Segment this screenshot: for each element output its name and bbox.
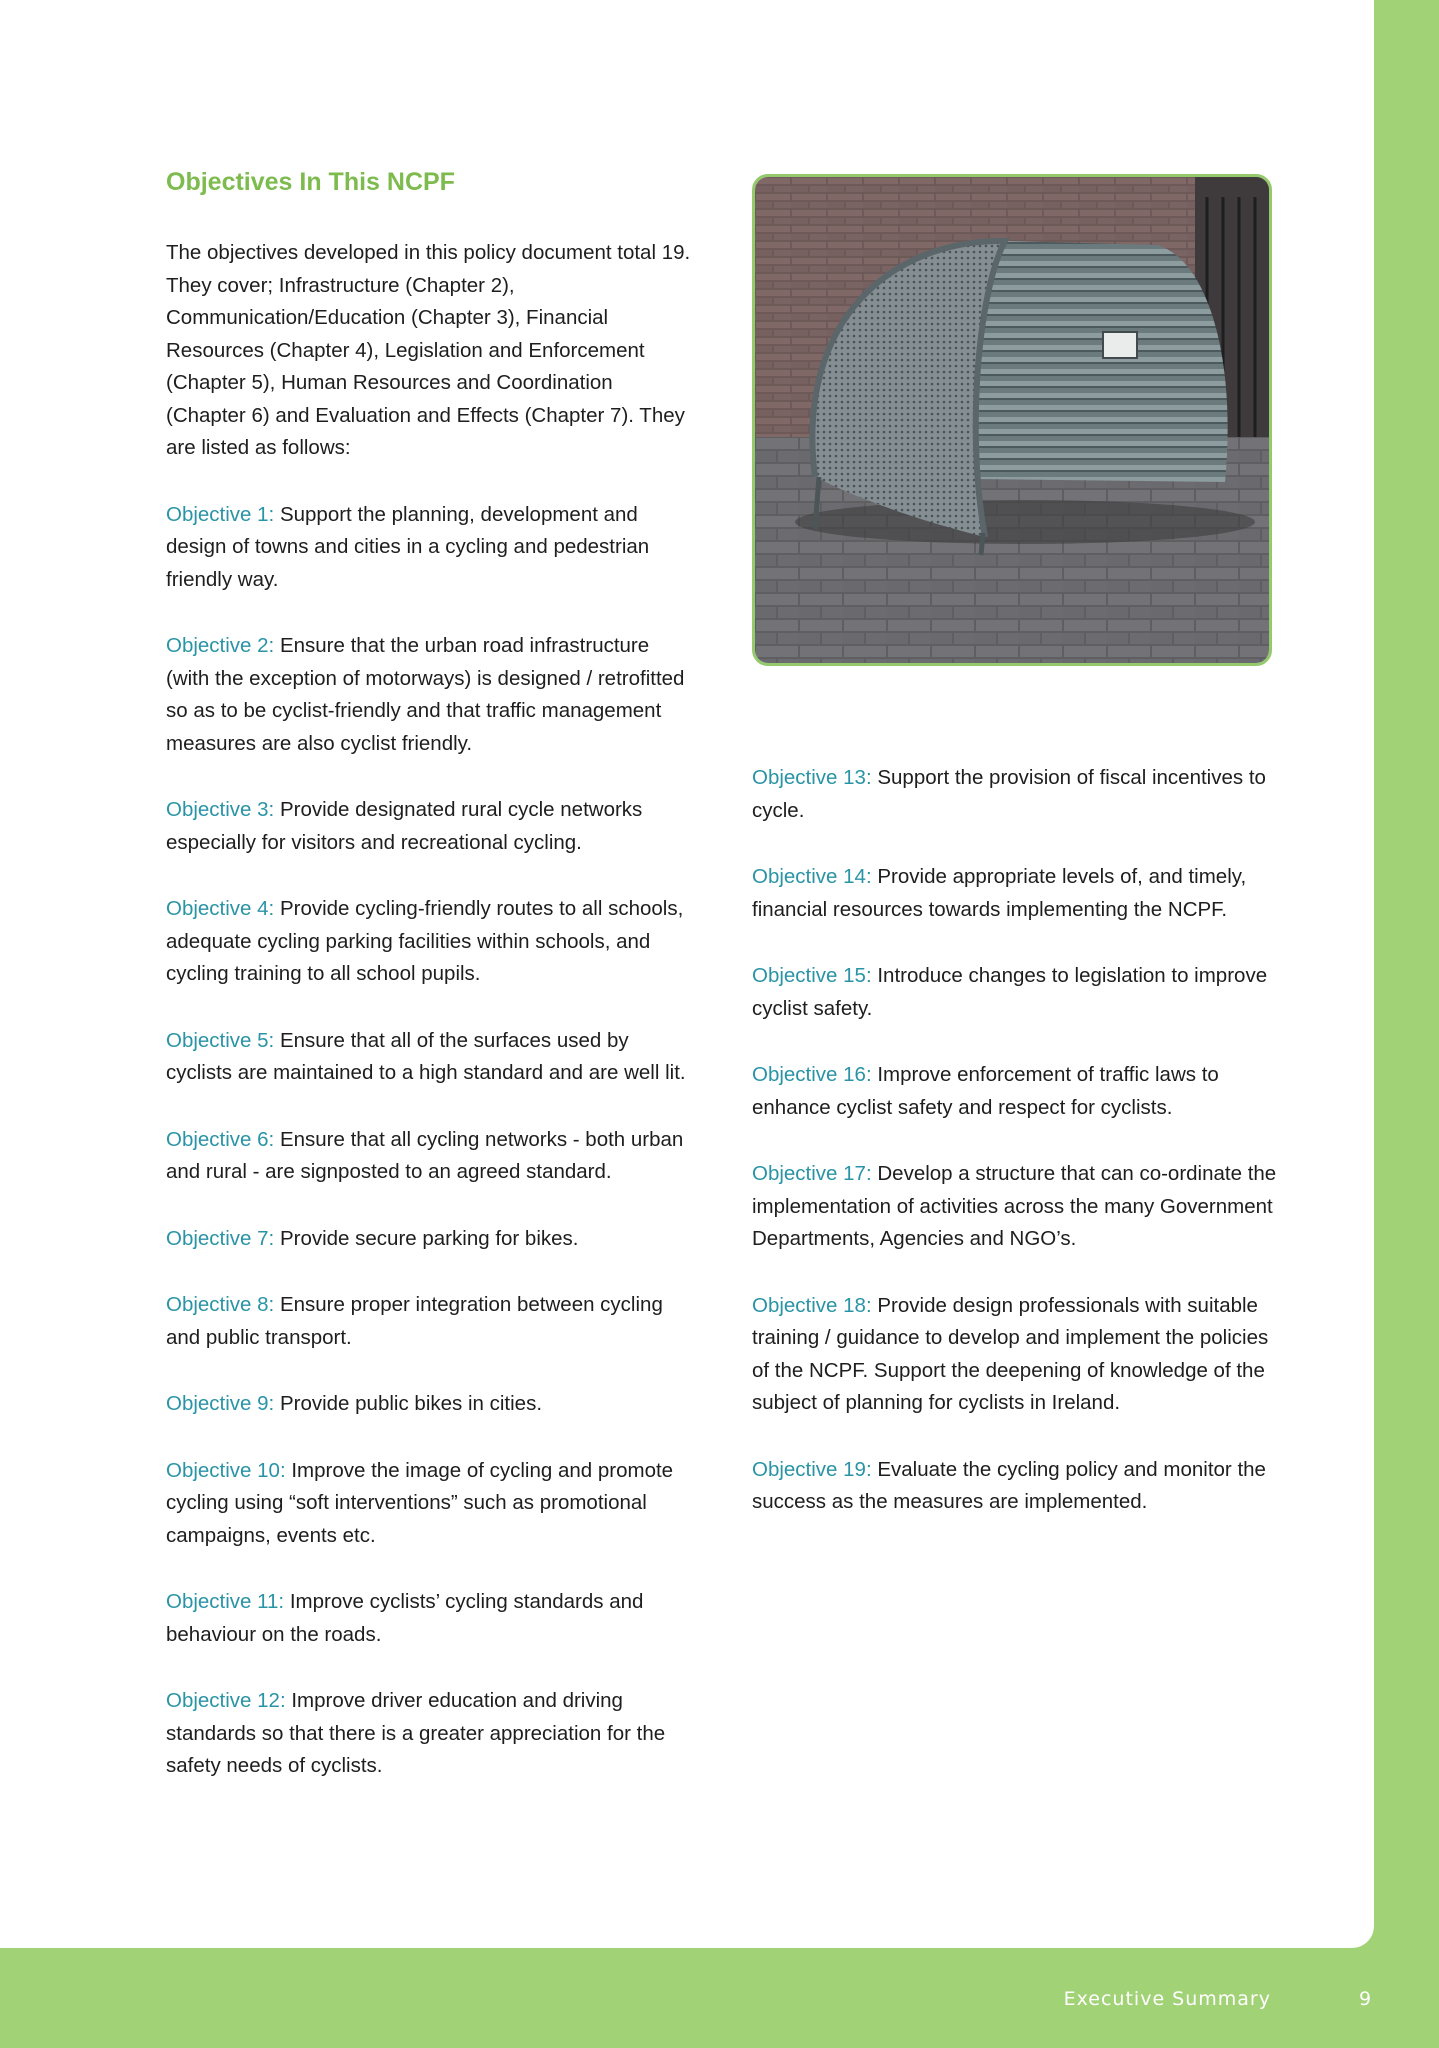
objectives-list-left [166,499,691,1783]
intro-paragraph: The objectives developed in this policy document total 19. They cover; Infrastructure (Chapter 2), Communication/Education (Chapter 3), Financial Resources (Chapter 4), Legislation and Enforcement (Chapter 5), Human Resources and Coordination (Chapter 6) and Evaluation and Effects (Chapter 7). They are listed as follows: [166,241,691,459]
objective-text: Support the planning, development and design of towns and cities in a cycling and pedestrian friendly way. [166,502,650,591]
bike-locker-photo [752,174,1272,666]
objective-label: Objective 1: [166,502,275,526]
objective-item [166,1685,691,1783]
objective-item [166,499,691,597]
objective-label: Objective 12: [166,1689,286,1712]
objective-item [752,1059,1282,1124]
objective-label: Objective 3: [166,798,275,821]
objective-item [166,1388,691,1421]
objective-item [752,1454,1282,1519]
objective-item [166,794,691,859]
right-column [752,762,1282,1553]
objective-label: Objective 16: [752,1063,872,1086]
objective-label: Objective 6: [166,1127,275,1151]
objective-label: Objective 14: [752,865,872,888]
objective-text: Provide cycling-friendly routes to all schools, adequate cycling parking facilities within schools, and cycling training to all school pupils. [166,897,684,985]
page-footer [0,1948,1439,2048]
objective-item [752,762,1282,827]
objective-item [752,960,1282,1025]
objective-item [166,630,691,760]
objective-text: Ensure that all cycling networks - both urban and rural - are signposted to an agreed standard. [166,1127,684,1183]
footer-section-title: Executive Summary [1063,1988,1271,2010]
objective-label: Objective 18: [752,1293,872,1317]
objective-text: Ensure proper integration between cycling and public transport. [166,1293,663,1349]
objective-label: Objective 15: [752,964,872,987]
objective-text: Introduce changes to legislation to improve cyclist safety. [752,964,1268,1020]
objective-label: Objective 9: [166,1392,275,1415]
objective-item [166,1586,691,1651]
objective-item [166,1223,691,1256]
objective-label: Objective 4: [166,897,275,920]
objective-text: Improve cyclists’ cycling standards and behaviour on the roads. [166,1590,644,1646]
objective-label: Objective 10: [166,1458,286,1482]
section-heading: Objectives In This NCPF [166,168,455,196]
objective-item [166,1289,691,1354]
objective-item [752,861,1282,926]
objective-text: Provide design professionals with suitable training / guidance to develop and implement the policies of the NCPF. Support the deepening of knowledge of the subject of planning for cyclists in Ireland. [752,1293,1269,1414]
objective-item [166,1025,691,1090]
objective-text: Provide public bikes in cities. [279,1392,543,1415]
objective-label: Objective 7: [166,1226,275,1250]
objective-text: Provide appropriate levels of, and timely, financial resources towards implementing the NCPF. [752,865,1247,921]
objective-item [752,1290,1282,1420]
objectives-list-right [752,762,1282,1519]
left-column [166,237,691,1817]
objective-item [166,893,691,991]
objective-text: Develop a structure that can co-ordinate the implementation of activities across the many Government Departments, Agencies and NGO’s. [752,1162,1277,1250]
objective-label: Objective 2: [166,634,275,657]
objective-text: Ensure that the urban road infrastructure (with the exception of motorways) is designed / retrofitted so as to be cyclist-friendly and that traffic management measures are also cyclist friendly. [166,634,685,755]
objective-item [166,1455,691,1553]
objective-label: Objective 8: [166,1293,275,1316]
objective-text: Provide designated rural cycle networks especially for visitors and recreational cycling. [166,798,643,854]
objective-label: Objective 11: [166,1590,285,1613]
objective-label: Objective 13: [752,766,872,789]
objective-item [166,1124,691,1189]
objective-label: Objective 19: [752,1457,872,1481]
page-number: 9 [1359,1988,1372,2010]
objective-item [752,1158,1282,1256]
objective-text: Evaluate the cycling policy and monitor the success as the measures are implemented. [752,1457,1266,1513]
objective-text: Support the provision of fiscal incentives to cycle. [752,766,1266,822]
objective-label: Objective 5: [166,1028,275,1052]
objective-text: Ensure that all of the surfaces used by cyclists are maintained to a high standard and are well lit. [166,1028,686,1084]
objective-text: Improve the image of cycling and promote cycling using “soft interventions” such as promotional campaigns, events etc. [166,1458,674,1547]
objective-label: Objective 17: [752,1162,872,1185]
objective-text: Provide secure parking for bikes. [279,1226,579,1250]
objective-text: Improve enforcement of traffic laws to enhance cyclist safety and respect for cyclists. [752,1063,1219,1119]
objective-text: Improve driver education and driving standards so that there is a greater appreciation for the safety needs of cyclists. [166,1689,666,1777]
